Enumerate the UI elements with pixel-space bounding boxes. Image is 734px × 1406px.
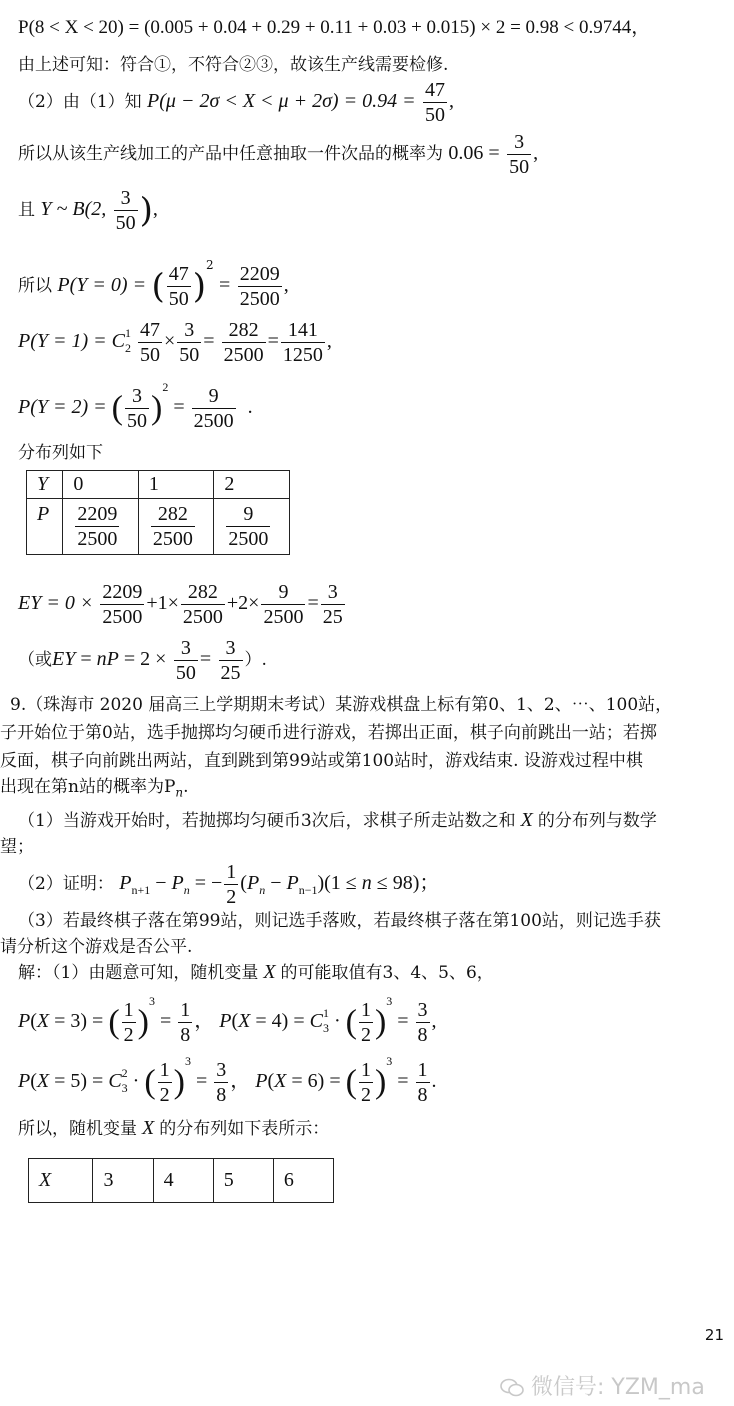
binomial-eq: Y ~ B(2, xyxy=(40,198,107,220)
table-cell-p2: $\frac{9}{2500}$ xyxy=(214,499,290,555)
expectation-eq: EY = 0 × xyxy=(18,592,94,615)
probability-text: 所以从该生产线加工的产品中任意抽取一件次品的概率为 xyxy=(18,144,443,164)
q9-line-4: 出现在第n站的概率为$P_n$. xyxy=(0,777,189,800)
table-header-y: Y xyxy=(27,471,63,499)
expectation-alt-line: （或EY = nP = 2 × $\frac{3}{50}$ = $\frac{3}{25}$ ）. xyxy=(18,637,267,684)
part2-prefix: （2）由（1）知 xyxy=(18,92,142,112)
expectation-line: EY = 0 × $\frac{2209}{2500}$ +1× $\frac{282}{2500}$ +2× $\frac{9}{2500}$ = $\frac{3}{25}$ xyxy=(18,581,343,628)
table-header-1: 1 xyxy=(138,471,214,499)
page-number: 21 xyxy=(704,1326,724,1344)
probability-line: 所以从该生产线加工的产品中任意抽取一件次品的概率为 0.06 = $\frac{3}{50}$ , xyxy=(18,131,539,178)
q9-line-1: 9.（珠海市 2020 届高三上学期期末考试）某游戏棋盘上标有第0、1、2、⋯、100站， xyxy=(10,695,673,715)
q9-part1-cont: 望； xyxy=(0,837,34,857)
part2-line: （2）由（1）知 P(μ − 2σ < X < μ + 2σ) = 0.94 = $\frac{47}{50}$ , xyxy=(18,79,454,126)
distribution-table-x xyxy=(28,1158,334,1203)
table-cell-p1: $\frac{282}{2500}$ xyxy=(138,499,214,555)
fraction-3-50-b: $\frac{3}{50}$ xyxy=(115,187,136,234)
conclusion-line: 由上述可知：符合①，不符合②③，故该生产线需要检修. xyxy=(18,55,449,75)
p-y1-eq: P(Y = 1) = C xyxy=(18,330,125,353)
binomial-prefix: 且 xyxy=(18,200,35,220)
fraction-3-50: $\frac{3}{50}$ xyxy=(509,131,530,178)
binomial-line: 且 Y ~ B(2, $\frac{3}{50}$ ), xyxy=(18,187,158,234)
wechat-icon xyxy=(500,1378,524,1398)
q9-part2: （2）证明： $P_{n+1} - P_n$ = − $\frac{1}{2}$ $(P_n - P_{n-1})(1 \le n \le 98)$； xyxy=(18,861,440,908)
p-y2-eq: P(Y = 2) = xyxy=(18,396,107,418)
table-cell-p0: $\frac{2209}{2500}$ xyxy=(63,499,139,555)
table-header-0: 0 xyxy=(63,471,139,499)
p-y2-line: P(Y = 2) = ( $\frac{3}{50}$ )$^2$ = $\frac{9}{2500}$ . xyxy=(18,380,253,432)
fraction-2209-2500: $\frac{2209}{2500}$ xyxy=(239,263,280,310)
p-x5-x6-line: $P(X = 5) = C_3^2$ · ( $\frac{1}{2}$ )$^3$ = $\frac{3}{8}$ ， P(X = 6) = ( $\frac{1}{2}$ )$^3$ = $\frac{1}{8}$ . xyxy=(18,1054,437,1106)
p-x3-x4-line: P(X = 3) = ( $\frac{1}{2}$ )$^3$ = $\frac{1}{8}$ ， $P(X = 4) = C_3^1$ · ( $\frac{1}{2}$ )$^3$ = $\frac{3}{8}$ , xyxy=(18,994,437,1046)
q9-part3-cont: 请分析这个游戏是否公平. xyxy=(0,937,193,957)
wechat-watermark: 微信号: YZM_ma xyxy=(500,1370,705,1401)
expectation-alt-prefix: （或 xyxy=(18,650,52,670)
distribution-heading: 分布列如下 xyxy=(18,443,103,463)
q9-part1: （1）当游戏开始时，若抛掷均匀硬币3次后，求棋子所走站数之和 X 的分布列与数学 xyxy=(18,809,657,831)
p-y0-prefix: 所以 xyxy=(18,276,52,296)
equation-line-1: P(8 < X < 20) = (0.005 + 0.04 + 0.29 + 0.11 + 0.03 + 0.015) × 2 = 0.98 < 0.9744， xyxy=(18,17,651,38)
table2-header-3: 3 xyxy=(93,1159,153,1203)
q9-line-3: 反面，棋子向前跳出两站，直到跳到第99站或第100站时，游戏结束. 设游戏过程中棋 xyxy=(0,751,643,771)
solution-table-intro: 所以，随机变量 X 的分布列如下表所示： xyxy=(18,1117,330,1139)
table2-header-6: 6 xyxy=(273,1159,333,1203)
p-y1-line: $P(Y = 1) = C_2^1$ $\frac{47}{50}$ × $\frac{3}{50}$ = $\frac{282}{2500}$ = $\frac{141}{1250}$ , xyxy=(18,319,332,366)
q9-part3: （3）若最终棋子落在第99站，则记选手落败，若最终棋子落在第100站，则记选手获 xyxy=(18,911,661,931)
solution-line-1: 解：（1）由题意可知，随机变量 X 的可能取值有3、4、5、6， xyxy=(18,961,494,983)
table-header-2: 2 xyxy=(214,471,290,499)
p-y0-line: 所以 P(Y = 0) = ( $\frac{47}{50}$ )$^2$ = $\frac{2209}{2500}$ , xyxy=(18,258,289,310)
table-row-label-p: P xyxy=(27,499,63,555)
fraction-47-50: $\frac{47}{50}$ xyxy=(425,79,445,126)
table2-header-5: 5 xyxy=(213,1159,273,1203)
table2-header-x: X xyxy=(29,1159,93,1203)
p-y0-eq: P(Y = 0) = xyxy=(57,274,147,296)
table2-header-4: 4 xyxy=(153,1159,213,1203)
distribution-table-y xyxy=(26,470,290,555)
part2-equation: P(μ − 2σ < X < μ + 2σ) = 0.94 = xyxy=(147,90,416,112)
q9-line-2: 子开始位于第0站，选手抛掷均匀硬币进行游戏，若掷出正面，棋子向前跳出一站；若掷 xyxy=(0,723,657,743)
